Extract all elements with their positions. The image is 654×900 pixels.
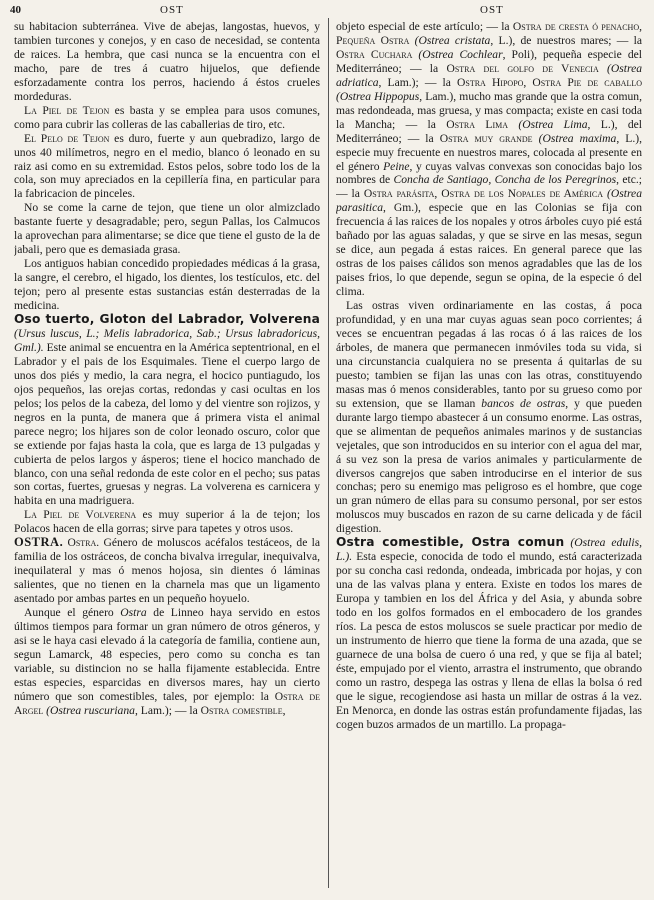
page-number: 40	[10, 4, 21, 16]
scientific-names: (Ostrea edulis, L.).	[336, 536, 642, 564]
running-head-left: OST	[160, 4, 184, 16]
entry-title: Ostra comestible, Ostra comun	[336, 535, 565, 550]
paragraph: objeto especial de este artículo; — la Ostra de cresta ó penacho, Pequeña Ostra (Ostrea cristata, L.), de nuestros mares; — la Ostra Cuchara (Ostrea Cochlear, Poli), pequeña especie del Mediterráneo; — la Ostra del golfo de Venecia (Ostrea adriatica, Lam.); — la Ostra Hipopo, Ostra Pie de caballo (Ostrea Hippopus, Lam.), mucho mas grande que la ostra comun, mas redondeada, mas gruesa, y mas compacta; existe en casi toda la Mancha; — la Ostra Lima (Ostrea Lima, L.), del Mediterráneo; — la Ostra muy grande (Ostrea maxima, L.), especie muy frecuente en nuestros mares, colocada al presente en el género Peine, y cuyas valvas convexas son conocidas bajo los nombres de Concha de Santiago, Concha de los Peregrinos, etc.; — la Ostra parásita, Ostra de los Nopales de América (Ostrea parasitica, Gm.), especie que en las Colonias se fija con frecuencia á las raices de los nopales y otros árboles cuyo pié está bañado por las aguas saladas, y que se sirve en las mesas, segun se dice, aun pegada á estas raices. En general parece que las ostras de los paises cálidos son menos agradables que las de los paises frios, lo que depende, segun se opina, de la especie ó del clima.	[336, 20, 642, 299]
term-label: El Pelo de Tejon	[24, 131, 110, 145]
entry-title: Oso tuerto, Gloton del Labrador, Volverena	[14, 312, 320, 327]
right-column	[336, 20, 642, 888]
paragraph: La Piel de Tejon es basta y se emplea para usos comunes, como para cubrir las colleras de las caballerias de tiro, etc.	[14, 103, 320, 131]
entry-title: OSTRA.	[14, 535, 64, 550]
running-head-right: OST	[480, 4, 504, 16]
term-label: La Piel de Volverena	[24, 508, 137, 522]
column-divider	[328, 18, 329, 888]
paragraph: Aunque el género Ostra de Linneo haya servido en estos últimos tiempos para formar un gran número de otros géneros, y asi se le haya casi elevado á la categoría de familia, contiene aun, segun Lamarck, 48 especies, pero como su concha es tan variable, su distincion no se halla fijamente establecida. Entre estas especies, esparcidas en diversos mares, hay un cierto número que son comestibles, tales, por ejemplo: la Ostra de Argel (Ostrea ruscuriana, Lam.); — la Ostra comestible,	[14, 606, 320, 717]
paragraph: su habitacion subterránea. Vive de abejas, langostas, huevos, y tambien turcones y conejos, y en caso de necesidad, se contenta de raices. La hembra, que casi nunca se la encuentra con el macho, pare de tres á cuatro hijuelos, que defiende esforzadamente contra los perros, haciendo á éstos crueles mordeduras.	[14, 20, 320, 103]
paragraph: El Pelo de Tejon es duro, fuerte y aun quebradizo, largo de unos 40 milímetros, negro en el medio, blanco ó leonado en su raiz asi como en su extremidad. Estos pelos, sobre todo los de la cola, son muy apreciados en la cepillería fina, en particular para la fabricacion de pinceles.	[14, 131, 320, 201]
paragraph: Las ostras viven ordinariamente en las costas, á poca profundidad, y en una mar cuyas aguas sean poco corrientes; á veces se encuentran pegadas á las rocas ó á las raices de los árboles, de manera que permanecen inmóviles toda su vida, si una circunstancia cualquiera no se presenta á quitarlas de su puesto; tambien se fijan las unas con las otras, constituyendo masas mas ó menos considerables, tanto por su grueso como por su extension, que se llaman bancos de ostras, y que pueden durante largo tiempo abastecer á un consumo enorme. Las ostras, que se alimentan de pequeños animales marinos y de sustancias vejetales, que son introducidos en su interior con el agua del mar, á su vez son la presa de varios animales y particularmente de diversos cangrejos que saben introducirse en el interior de sus conchas; pero su enemigo mas peligroso es el hombre, que coge un gran número de ellas para su consumo personal, por ser estos moluscos muy buscados en razon de su carne delicada y de fácil digestion.	[336, 299, 642, 536]
paragraph: No se come la carne de tejon, que tiene un olor almizclado bastante fuerte y desagradable; pero, segun Pallas, los Calmucos la aprovechan para alimentarse; se dice que tiene el gusto de la de jabali, pero que es demasiada grasa.	[14, 201, 320, 257]
paragraph: La Piel de Volverena es muy superior á la de tejon; los Polacos hacen de ella gorras; sirve para tapetes y otros usos.	[14, 508, 320, 536]
entry-heading: OSTRA. Ostra. Género de moluscos acéfalos testáceos, de la familia de los ostráceos, de concha bivalva irregular, inequivalva, inequilateral y mas ó menos hojosa, sin dientes ó láminas salientes, que no tienen en la charnela mas que un ligamento asentado por ambas partes en un pequeño hoyuelo.	[14, 535, 320, 606]
left-column	[14, 20, 320, 888]
paragraph: Los antiguos habian concedido propiedades médicas á la grasa, la sangre, el cerebro, el higado, los dientes, los testículos, etc. del tejon; pero al presente estas sustancias están desterradas de la medicina.	[14, 257, 320, 313]
term-label: La Piel de Tejon	[24, 103, 110, 117]
entry-heading: Oso tuerto, Gloton del Labrador, Volverena (Ursus luscus, L.; Melis labradorica, Sab.; Ursus labradoricus, Gml.). Este animal se encuentra en la América septentrional, en el Labrador y el pais de los Esquimales. Tiene el cuerpo largo de unos dos piés y medio, la cara negra, el hocico puntiagudo, los ojos pequeños, las orejas cortas, redondas y casi ocultas en los pelos; los pelos de la cabeza, del lomo y del vientre son rojizos, y negros en la punta, de manera que á primera vista el animal parece negro; los hijares son de color leonado oscuro, color que se extiende por fajas hasta la cola, que es larga de 13 pulgadas y cubierta de pelos largos y ásperos; tiene el hocico manchado de blanco, con una señal redonda de este color en el pecho; sus patas son cortas, fuertes, gruesas y negras. La volverena es carnicera y habita en una madriguera.	[14, 312, 320, 508]
scientific-names: (Ursus luscus, L.; Melis labradorica, Sab.; Ursus labradoricus, Gml.).	[14, 326, 320, 354]
entry-heading: Ostra comestible, Ostra comun (Ostrea edulis, L.). Esta especie, conocida de todo el mundo, está caracterizada por su concha casi redonda, ondeada, imbricada por hojas, y con una de las valvas plana y entera. Existe en todos los mares de Europa y tambien en los del África y del Asia, y abunda sobre todo en los golfos formados en el embocadero de los grandes ríos. La pesca de estos moluscos se suele practicar por medio de un instrumento de hierro que tiene la forma de una azada, que se guarnece de una bolsa de cuero ó una red, y que se fija al batel; éste, empujado por el viento, arrastra el instrumento, que obrando como un rastro, despega las ostras y llena de ellas la bolsa ó red que le sigue, recogiendose asi hasta un millar de ostras á la vez. En Menorca, en donde las ostras están profundamente fijadas, las cogen buzos armados de un martillo. La propaga-	[336, 535, 642, 731]
